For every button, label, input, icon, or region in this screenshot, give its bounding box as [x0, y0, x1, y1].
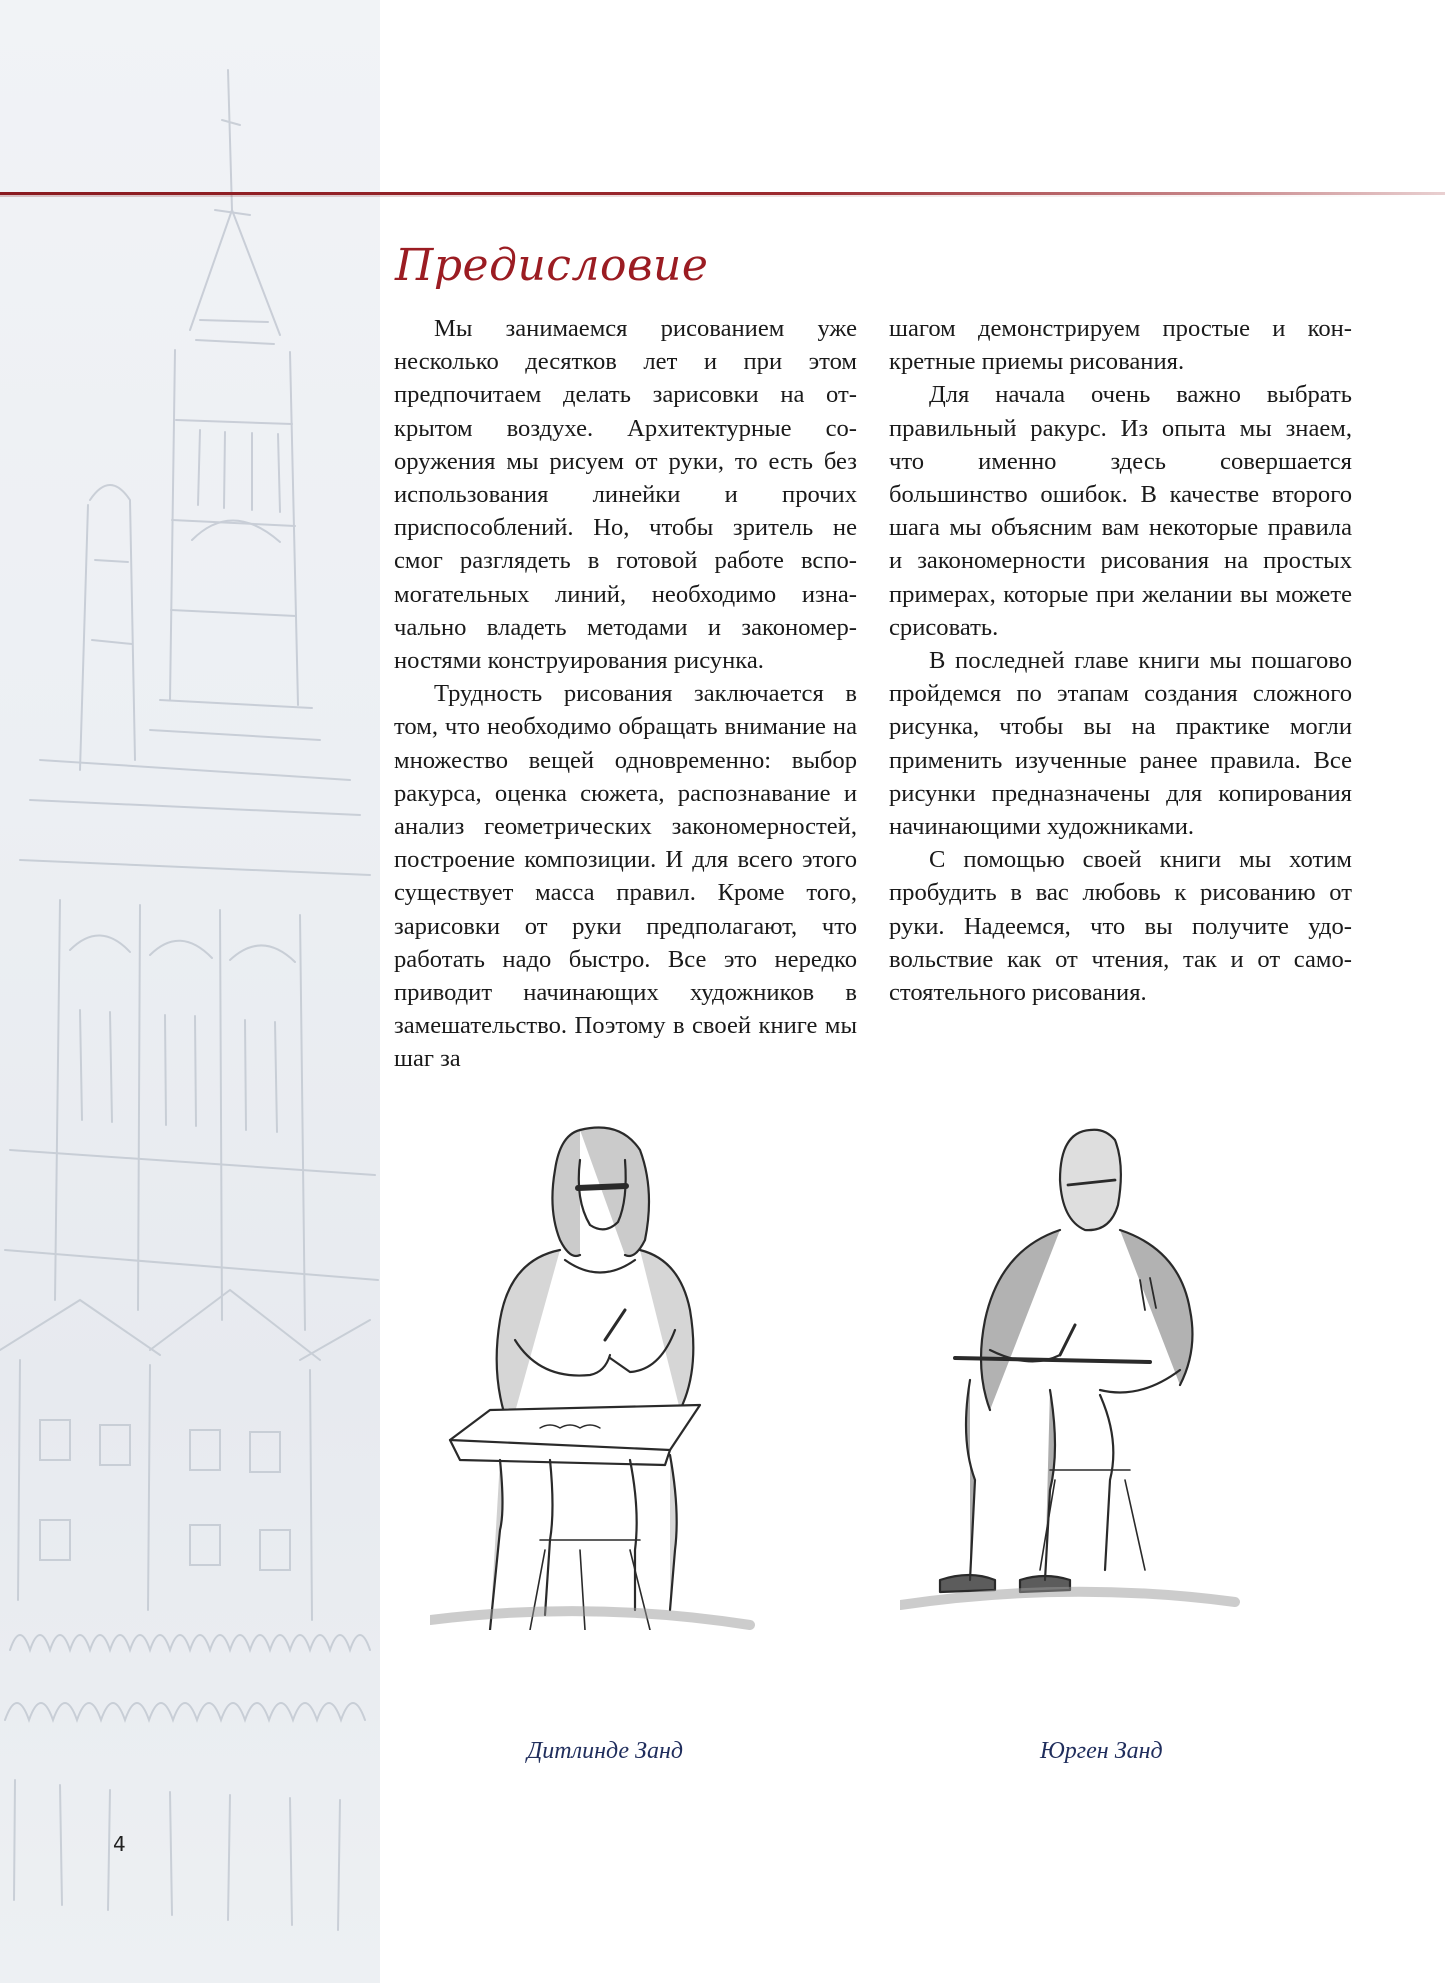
- side-panel-sketch: [0, 0, 380, 1983]
- figure-caption-left: Дитлинде Занд: [527, 1738, 683, 1764]
- figure-caption-right: Юрген Занд: [1040, 1738, 1163, 1764]
- text-column-left: [394, 312, 857, 1076]
- cathedral-sketch-icon: [0, 0, 380, 1983]
- paragraph: Для начала очень важно выбрать правильный ракурс. Из опыта мы знаем, что именно здесь совершается большинство ошибок. В качестве второго шага мы объясним вам некоторые правила и закономерности рисования на простых примерах, которые при желании вы можете срисовать.: [889, 381, 1352, 641]
- header-rule-shadow: [0, 195, 1445, 197]
- paragraph: Мы занимаемся рисованием уже несколько десятков лет и при этом предпочитаем делать зарисовки на открытом воздухе. Архитектурные сооружения мы рисуем от руки, то есть без использования линейки и прочих приспособлений. Но, чтобы зритель не смог разглядеть в готовой работе вспомогательных линий, необходимо изначально владеть методами и закономерностями конструирования рисунка.: [394, 315, 857, 675]
- seated-man-sketch-icon: [900, 1110, 1240, 1630]
- page-title: Предисловие: [395, 240, 709, 291]
- seated-woman-sketch-icon: [430, 1110, 760, 1630]
- paragraph: В последней главе книги мы пошагово пройдемся по этапам создания сложного рисунка, чтобы вы на практике могли применить изученные ранее правила. Все рисунки предназначены для копирования начинающими художниками.: [889, 647, 1352, 841]
- figure-right: [900, 1110, 1240, 1630]
- paragraph: шагом демонстрируем простые и конкретные приемы рисования.: [889, 315, 1352, 376]
- page-number: 4: [113, 1832, 126, 1856]
- text-column-right: [889, 312, 1352, 1009]
- paragraph: С помощью своей книги мы хотим пробудить в вас любовь к рисованию от руки. Надеемся, что вы получите удовольствие как от чтения, так и от самостоятельного рисования.: [889, 846, 1352, 1007]
- paragraph: Трудность рисования заключается в том, что необходимо обращать внимание на множество вещей одновременно: выбор ракурса, оценка сюжета, распознавание и анализ геометрических закономерностей, построение композиции. И для всего этого существует масса правил. Кроме того, зарисовки от руки предполагают, что работать надо быстро. Все это нередко приводит начинающих художников в замешательство. Поэтому в своей книге мы шаг за: [394, 680, 857, 1073]
- figure-left: [430, 1110, 760, 1630]
